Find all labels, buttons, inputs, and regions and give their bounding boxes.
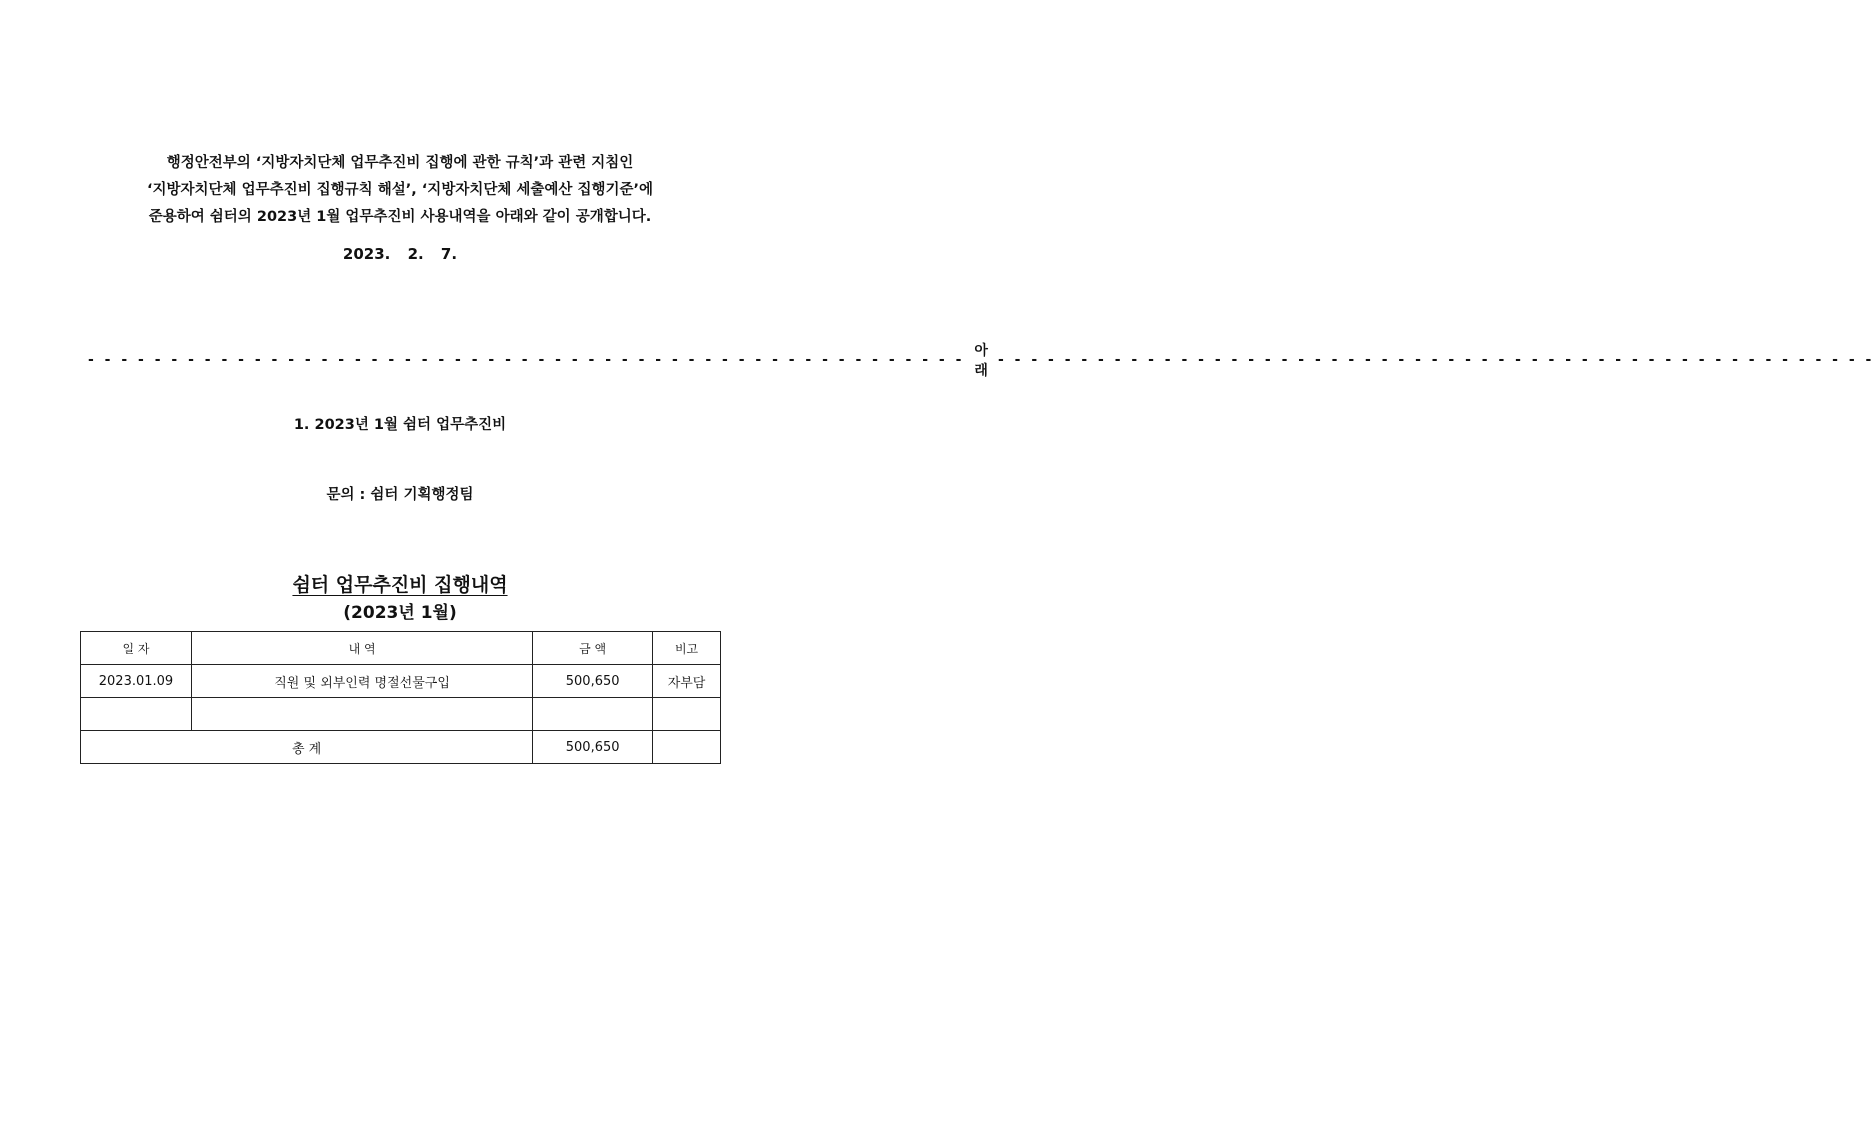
separator-label: 아 래: [974, 343, 988, 379]
intro-line-1: 행정안전부의 ‘지방자치단체 업무추진비 집행에 관한 규칙’과 관련 지침인: [166, 155, 634, 171]
cell-note: [653, 698, 721, 731]
total-label: 총 계: [81, 731, 533, 764]
header-amount: 금 액: [533, 632, 653, 665]
expense-table: [80, 631, 721, 764]
header-note: 비고: [653, 632, 721, 665]
table-row: [81, 665, 721, 698]
cell-amount: 500,650: [533, 665, 653, 698]
separator-dashes-right: - - - - - - - - - - - - - - - - - - - - - - - - - - - - - - - - - - - - - - - - - - - - - - - - - - - - -: [997, 352, 1874, 368]
cell-note: 자부담: [653, 665, 721, 698]
cell-description: 직원 및 외부인력 명절선물구입: [191, 665, 532, 698]
table-row: [81, 698, 721, 731]
intro-paragraph: [80, 150, 720, 231]
table-subtitle: (2023년 1월): [343, 603, 457, 623]
cell-date: [81, 698, 192, 731]
table-title: [0, 570, 800, 597]
document-date: 2023. 2. 7.: [342, 245, 458, 263]
cell-date: 2023.01.09: [81, 665, 192, 698]
cell-amount: [533, 698, 653, 731]
header-date: 일 자: [81, 632, 192, 665]
contact-info: 문의 : 쉼터 기획행정팀: [326, 487, 474, 503]
total-note: [653, 731, 721, 764]
total-amount: 500,650: [533, 731, 653, 764]
separator-dashes-left: - - - - - - - - - - - - - - - - - - - - - - - - - - - - - - - - - - - - - - - - - - - - - - - - - - - - -: [88, 352, 965, 368]
header-description: 내 역: [191, 632, 532, 665]
intro-line-3: 준용하여 쉼터의 2023년 1월 업무추진비 사용내역을 아래와 같이 공개합니다.: [148, 209, 652, 225]
table-total-row: [81, 731, 721, 764]
section-separator: [88, 340, 1874, 380]
section-heading: 1. 2023년 1월 쉼터 업무추진비: [293, 417, 507, 433]
intro-line-2: ‘지방자치단체 업무추진비 집행규칙 해설’, ‘지방자치단체 세출예산 집행기준’에: [146, 182, 654, 198]
table-header-row: [81, 632, 721, 665]
cell-description: [191, 698, 532, 731]
table-title-text: 쉼터 업무추진비 집행내역: [292, 574, 508, 596]
